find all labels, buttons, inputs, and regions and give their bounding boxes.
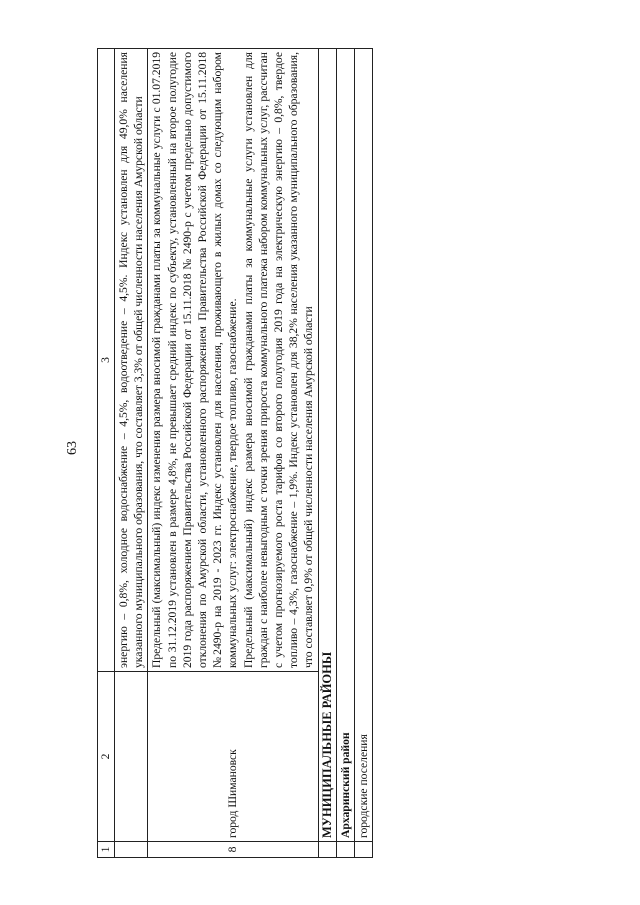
header-col-3: 3 — [98, 49, 115, 672]
district-row — [336, 49, 354, 858]
description-paragraph-2: Предельный (максимальный) индекс размера вносимой гражданами платы за коммунальные услуги установлен для граждан с наиболее невыгодным с точки зрения прироста коммунального платежа набором коммунальных услуг, рассчитан с учетом прогнозируемого роста тарифов со второго полугодия 2019 года на электрическую энергию – 0,8%, твердое топливо – 4,3%, газоснабжение – 1,9%. Индекс установлен для 38,2% населения указанного муниципального образования, что составляет 0,9% от общей численности населения Амурской области — [241, 52, 316, 668]
subsection-row — [355, 49, 373, 858]
subsection-title: городские поселения — [355, 49, 373, 842]
continuation-text: энергию – 0,8%, холодное водоснабжение – 4,5%, водоотведение – 4,5%. Индекс установлен для 49,0% населения указанного муниципального образования, что составляет 3,3% от общей численности населения Амурской области — [115, 49, 148, 672]
header-col-2: 2 — [98, 672, 115, 842]
row-number: 8 — [148, 842, 318, 858]
section-title: МУНИЦИПАЛЬНЫЕ РАЙОНЫ — [318, 49, 336, 842]
table-header-row — [98, 49, 115, 858]
row-description — [148, 49, 318, 672]
district-name: Архаринский район — [336, 49, 354, 842]
page-number: 63 — [65, 441, 80, 455]
continuation-row — [115, 49, 148, 858]
table-row — [148, 49, 318, 858]
description-paragraph-1: Предельный (максимальный) индекс изменения размера вносимой гражданами платы за коммунальные услуги с 01.07.2019 по 31.12.2019 установлен в размере 4,8%, не превышает средний индекс по субъекту, установленный на второе полугодие 2019 года распоряжением Правительства Российской Федерации от 15.11.2018 № 2490-р с учетом предельно допустимого отклонения по Амурской области, установленного распоряжением Правительства Российской Федерации от 15.11.2018 №2490-р на 2019 - 2023 гг. Индекс установлен для населения, проживающего в жилых домах со следующим набором коммунальных услуг: электроснабжение, твердое топливо, газоснабжение. — [150, 52, 240, 668]
index-table — [97, 48, 373, 858]
rotated-table-page — [97, 48, 589, 858]
header-col-1: 1 — [98, 842, 115, 858]
municipality-name: город Шимановск — [148, 672, 318, 842]
section-row — [318, 49, 336, 858]
